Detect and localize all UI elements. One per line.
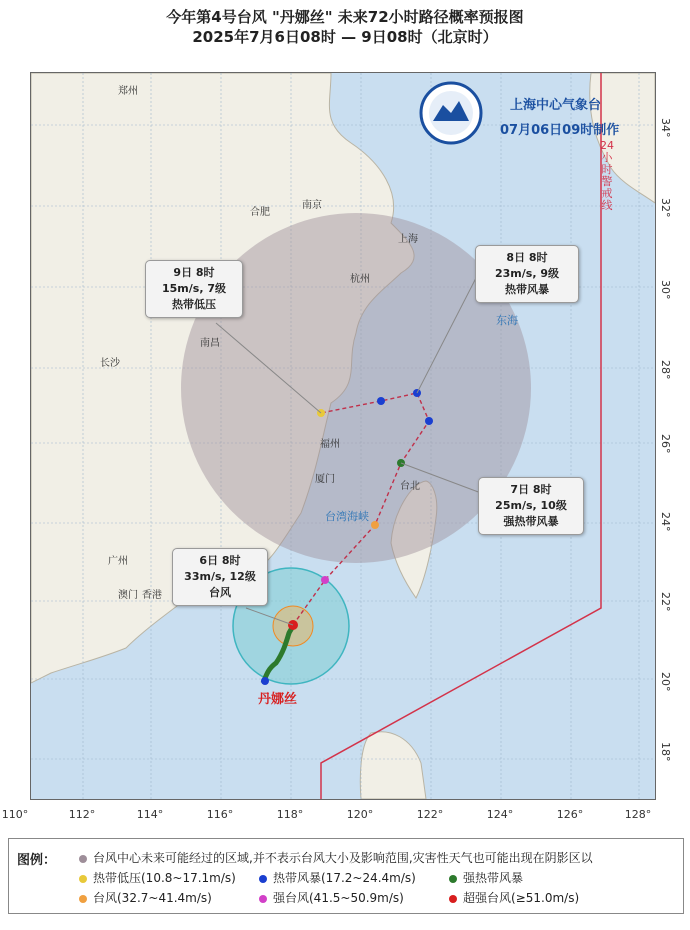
- city-label: 广州: [108, 556, 128, 567]
- city-label: 香港: [142, 590, 162, 601]
- dot-icon: [449, 875, 457, 883]
- lon-label: 112°: [68, 808, 96, 821]
- dot-icon: [79, 895, 87, 903]
- point-super-typhoon: [321, 576, 329, 584]
- callout-time: 6日 8时: [199, 554, 241, 567]
- callout-day7: [478, 477, 584, 535]
- lon-label: 116°: [206, 808, 234, 821]
- city-label: 厦门: [315, 474, 335, 485]
- callout-day6: [172, 548, 268, 606]
- warning-line-label: 24小时警戒线: [600, 139, 614, 212]
- lat-label: 26°: [659, 434, 672, 454]
- lon-label: 118°: [276, 808, 304, 821]
- dot-icon: [259, 875, 267, 883]
- legend-box: [8, 838, 684, 914]
- lat-label: 28°: [659, 360, 672, 380]
- city-label: 南京: [302, 200, 322, 211]
- legend-item: [259, 869, 416, 886]
- lon-label: 126°: [556, 808, 584, 821]
- legend-cone-text: 台风中心未来可能经过的区域,并不表示台风大小及影响范围,灾害性天气也可能出现在阴影区以: [93, 851, 593, 865]
- issue-time: 07月06日09时制作: [500, 123, 620, 138]
- legend-cone: [79, 849, 593, 866]
- legend-item: [259, 889, 404, 906]
- city-label: 郑州: [118, 86, 138, 97]
- legend-item-label: 台风(32.7~41.4m/s): [93, 891, 212, 905]
- callout-level: 强热带风暴: [503, 515, 559, 528]
- cone-swatch: [79, 855, 87, 863]
- lat-label: 20°: [659, 672, 672, 692]
- city-label: 上海: [398, 234, 418, 245]
- legend-item-label: 强台风(41.5~50.9m/s): [273, 891, 404, 905]
- city-label: 长沙: [100, 358, 120, 369]
- callout-time: 9日 8时: [173, 266, 215, 279]
- map-subtitle: 2025年7月6日08时 — 9日08时（北京时）: [192, 28, 498, 46]
- legend-item: [79, 869, 236, 886]
- hainan-philippines: [360, 732, 426, 799]
- legend-item: [449, 869, 523, 886]
- lat-label: 22°: [659, 592, 672, 612]
- legend-item-label: 热带风暴(17.2~24.4m/s): [273, 871, 416, 885]
- forecast-map: [30, 72, 656, 800]
- lon-label: 120°: [346, 808, 374, 821]
- lon-label: 110°: [1, 808, 29, 821]
- callout-day8: [475, 245, 579, 303]
- sea-label: 东海: [496, 314, 518, 327]
- agency-name: 上海中心气象台: [510, 98, 602, 113]
- callout-level: 热带风暴: [505, 283, 549, 296]
- callout-wind: 15m/s, 7级: [162, 282, 226, 295]
- callout-time: 8日 8时: [506, 251, 548, 264]
- city-label: 福州: [320, 439, 340, 450]
- legend-item-label: 强热带风暴: [463, 871, 524, 885]
- point-typhoon: [371, 521, 379, 529]
- lat-label: 18°: [659, 742, 672, 762]
- lat-label: 34°: [659, 118, 672, 138]
- callout-time: 7日 8时: [510, 483, 552, 496]
- typhoon-name: 丹娜丝: [258, 692, 298, 707]
- lon-label: 128°: [624, 808, 652, 821]
- lat-label: 24°: [659, 512, 672, 532]
- dot-icon: [79, 875, 87, 883]
- lon-label: 122°: [416, 808, 444, 821]
- legend-item-label: 热带低压(10.8~17.1m/s): [93, 871, 236, 885]
- city-label: 南昌: [200, 338, 220, 349]
- lon-label: 124°: [486, 808, 514, 821]
- city-label: 合肥: [250, 207, 270, 218]
- lat-label: 30°: [659, 280, 672, 300]
- legend-item: [79, 889, 212, 906]
- point-storm-a: [425, 417, 433, 425]
- map-canvas: [31, 73, 655, 799]
- city-label: 澳门: [118, 590, 138, 601]
- callout-level: 热带低压: [172, 298, 216, 311]
- lon-label: 114°: [136, 808, 164, 821]
- legend-item: [449, 889, 579, 906]
- point-storm-b: [377, 397, 385, 405]
- legend-label: 图例：: [17, 853, 57, 868]
- dot-icon: [449, 895, 457, 903]
- sea-label: 台湾海峡: [325, 510, 369, 523]
- lat-label: 32°: [659, 198, 672, 218]
- callout-level: 台风: [209, 586, 231, 599]
- callout-wind: 25m/s, 10级: [495, 499, 567, 512]
- map-title: 今年第4号台风 "丹娜丝" 未来72小时路径概率预报图: [166, 8, 524, 26]
- city-label: 杭州: [350, 274, 370, 285]
- past-point: [261, 677, 269, 685]
- dot-icon: [259, 895, 267, 903]
- callout-wind: 33m/s, 12级: [184, 570, 256, 583]
- callout-wind: 23m/s, 9级: [495, 267, 559, 280]
- callout-day9: [145, 260, 243, 318]
- city-label: 台北: [400, 481, 420, 492]
- legend-item-label: 超强台风(≥51.0m/s): [463, 891, 580, 905]
